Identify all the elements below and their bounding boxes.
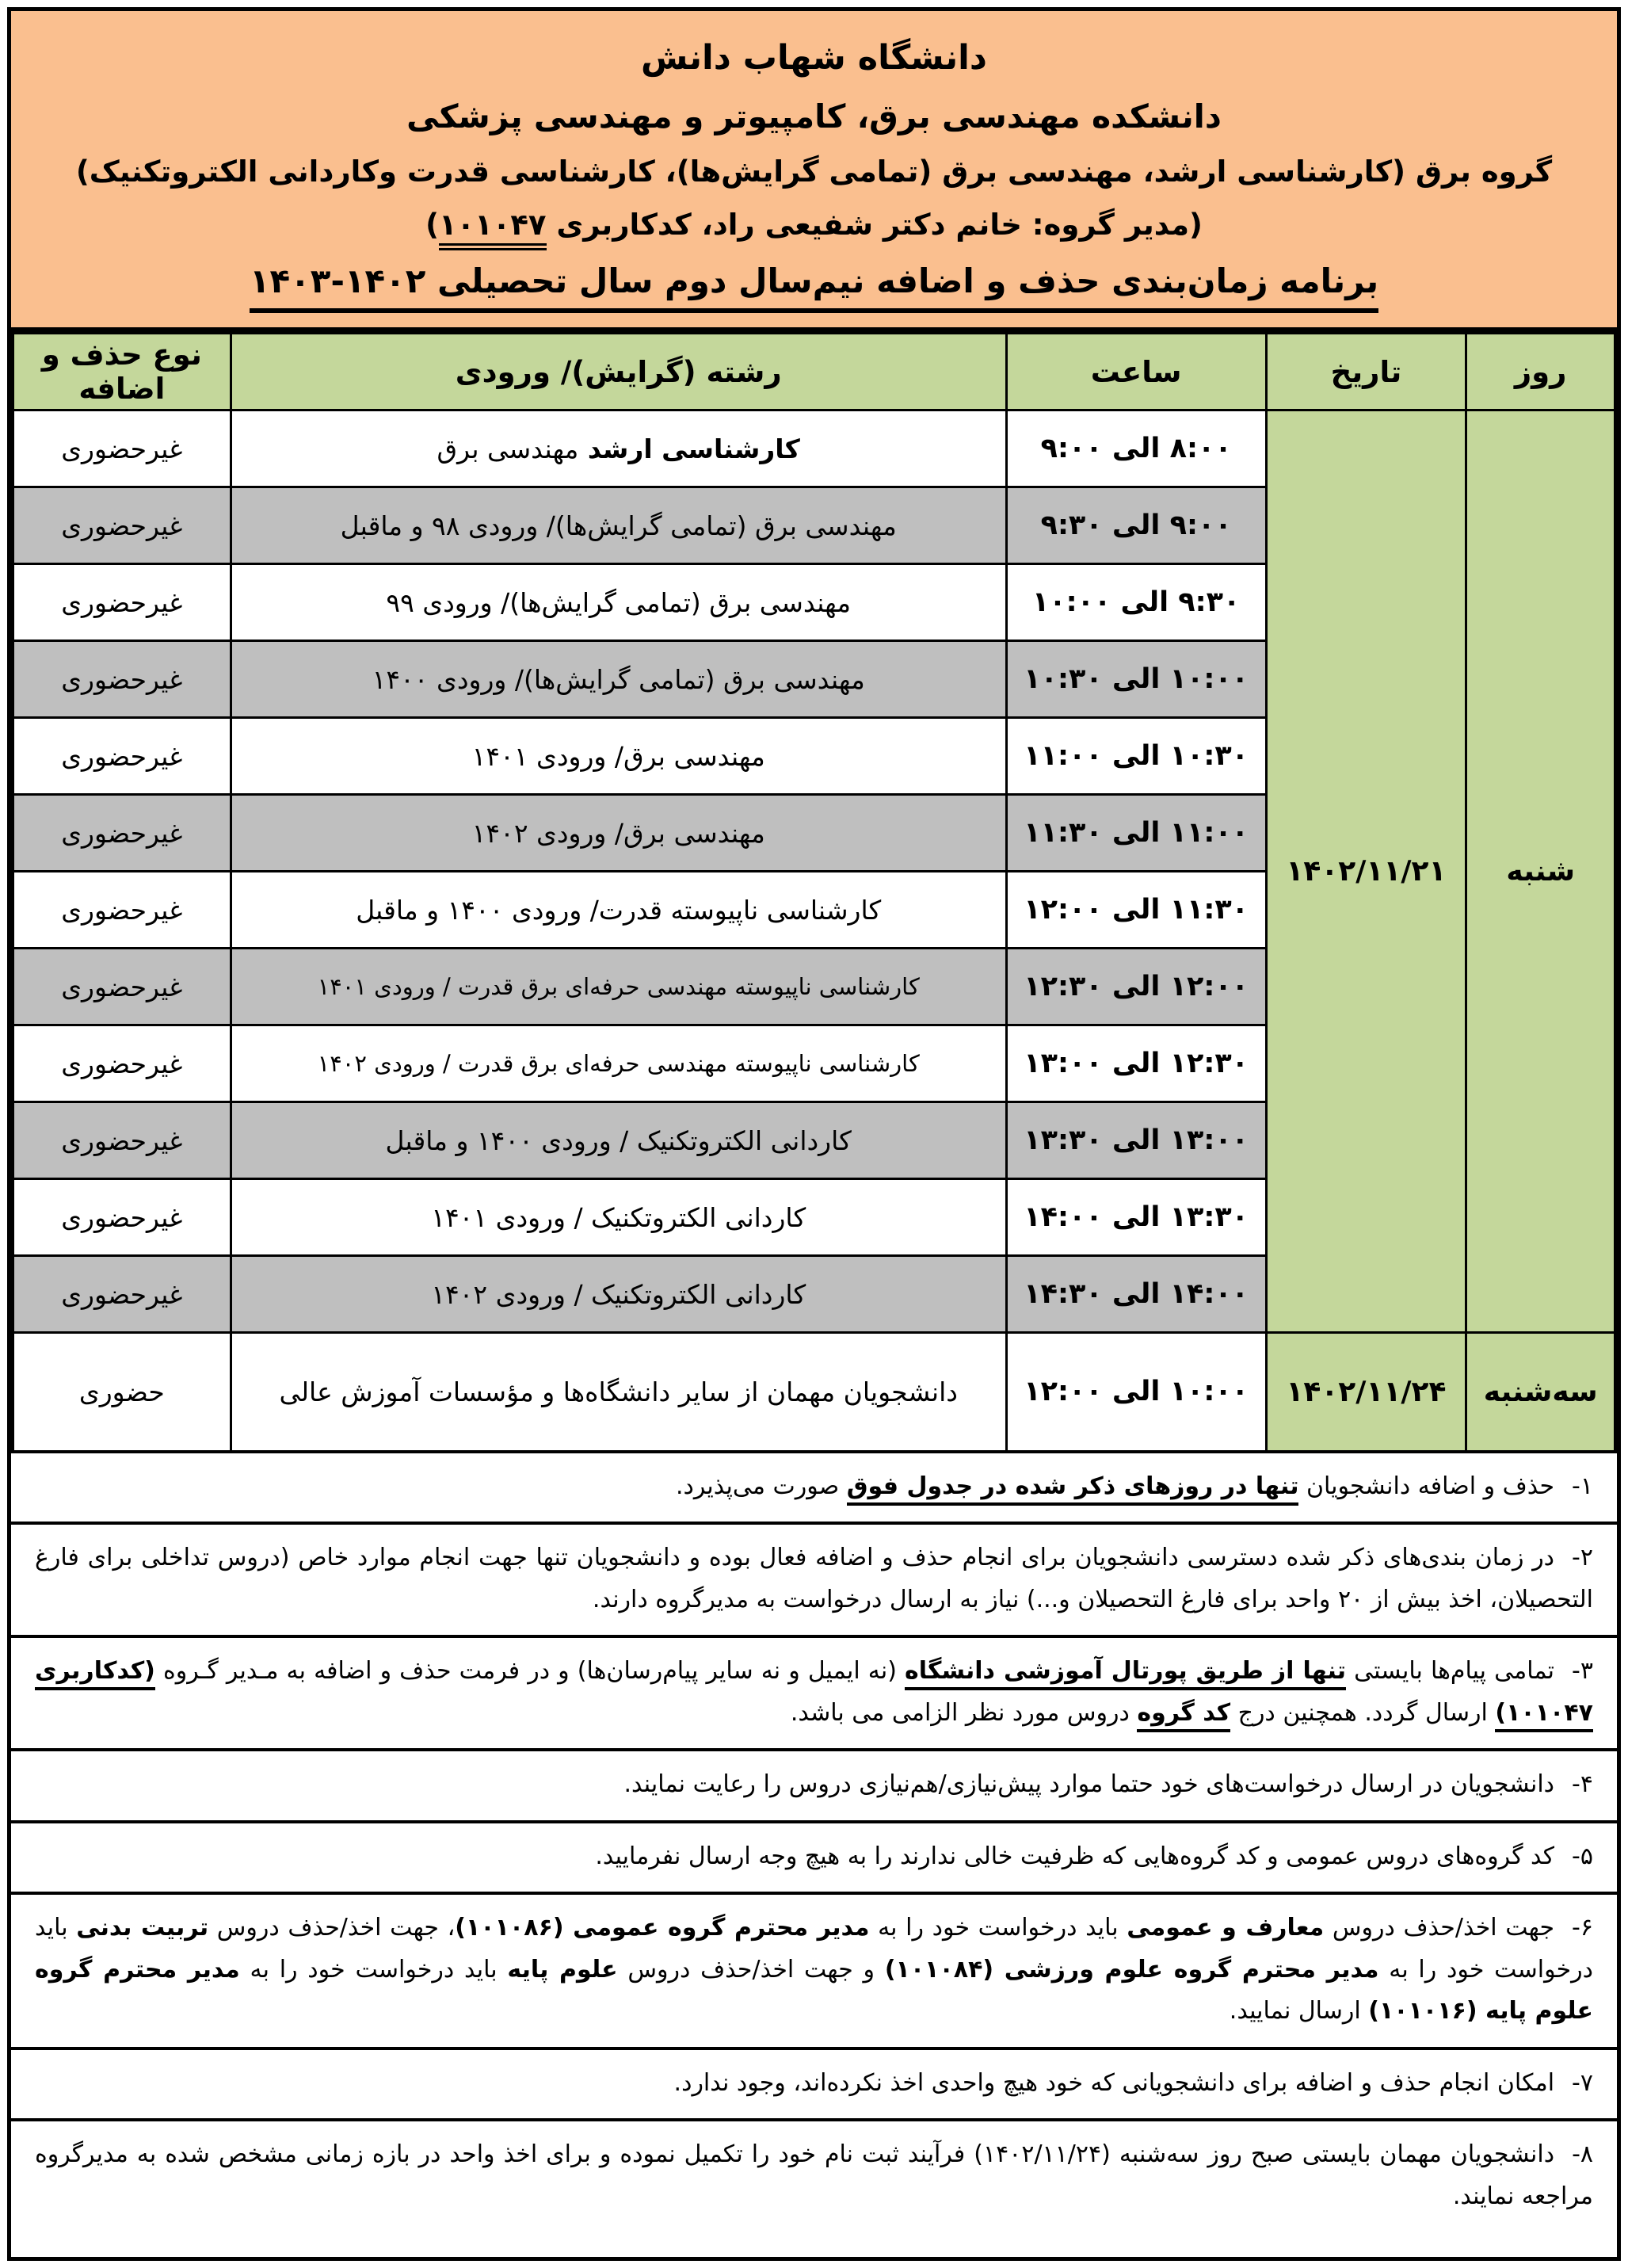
time-cell: ۱۳:۳۰ الی ۱۴:۰۰ xyxy=(1006,1179,1266,1256)
program-cell xyxy=(231,872,1006,949)
program-text-segment: کاردانی الکتروتکنیک / ورودی ۱۴۰۱ xyxy=(431,1201,806,1233)
program-cell xyxy=(231,487,1006,564)
time-cell: ۱۰:۳۰ الی ۱۱:۰۰ xyxy=(1006,718,1266,795)
document-letterhead xyxy=(11,11,1617,331)
note-text-segment: باید درخواست خود را به xyxy=(869,1914,1127,1942)
note-number: ۶- xyxy=(1572,1914,1593,1942)
schedule-table xyxy=(11,331,1617,1453)
university-name: دانشگاه شهاب دانش xyxy=(641,38,987,78)
note-text-segment: تمامی پیام‌ها بایستی xyxy=(1346,1657,1555,1685)
program-text-segment: کاردانی الکتروتکنیک / ورودی ۱۴۰۰ و ماقبل xyxy=(385,1124,852,1156)
note-item xyxy=(11,1823,1617,1896)
attendance-type-cell: غیرحضوری xyxy=(13,487,231,564)
time-cell: ۱۱:۳۰ الی ۱۲:۰۰ xyxy=(1006,872,1266,949)
note-text-segment: و جهت اخذ/حذف دروس xyxy=(617,1955,885,1984)
attendance-type-cell: غیرحضوری xyxy=(13,795,231,872)
note-text-segment: دروس مورد نظر الزامی می باشد. xyxy=(790,1698,1138,1727)
note-item xyxy=(11,1453,1617,1525)
program-cell xyxy=(231,1179,1006,1256)
attendance-type-cell: غیرحضوری xyxy=(13,718,231,795)
note-text-segment: تربیت بدنی xyxy=(76,1914,209,1942)
program-text-segment: مهندسی برق xyxy=(437,433,579,464)
group-manager-text: (مدیر گروه: خانم دکتر شفیعی راد، کدکاربری xyxy=(546,208,1203,242)
program-cell xyxy=(231,410,1006,487)
note-item xyxy=(11,1638,1617,1751)
attendance-type-cell: غیرحضوری xyxy=(13,872,231,949)
time-cell: ۹:۰۰ الی ۹:۳۰ xyxy=(1006,487,1266,564)
time-cell: ۱۳:۰۰ الی ۱۳:۳۰ xyxy=(1006,1102,1266,1179)
program-text-segment: مهندسی برق/ ورودی ۱۴۰۱ xyxy=(471,740,765,772)
program-cell xyxy=(231,1025,1006,1102)
schedule-title-text: برنامه زمان‌بندی حذف و اضافه نیم‌سال دوم سال تحصیلی ۱۴۰۲-۱۴۰۳ xyxy=(250,262,1378,313)
note-text-segment: ارسال نمایید. xyxy=(1229,1997,1369,2025)
time-cell: ۱۲:۳۰ الی ۱۳:۰۰ xyxy=(1006,1025,1266,1102)
program-text-segment: مهندسی برق (تمامی گرایش‌ها)/ ورودی ۱۴۰۰ xyxy=(372,663,865,695)
time-cell: ۱۰:۰۰ الی ۱۰:۳۰ xyxy=(1006,641,1266,718)
note-text-segment: دانشجویان مهمان بایستی صبح روز سه‌شنبه (۱۴۰۲/۱۱/۲۴) فرآیند ثبت نام خود را تکمیل نموده و برای اخذ واحد در بازه زمانی مشخص شده به مدیرگروه مراجعه نمایند. xyxy=(35,2140,1593,2210)
program-cell xyxy=(231,1256,1006,1333)
note-text-segment: علوم پایه xyxy=(507,1955,618,1984)
program-text-segment: مهندسی برق (تمامی گرایش‌ها)/ ورودی ۹۹ xyxy=(386,586,852,618)
schedule-title xyxy=(250,262,1378,300)
table-row xyxy=(13,410,1615,487)
program-cell xyxy=(231,949,1006,1025)
note-item xyxy=(11,2121,1617,2257)
column-header-date: تاریخ xyxy=(1266,333,1466,410)
note-number: ۸- xyxy=(1572,2140,1594,2168)
note-text-segment: مدیر محترم گروه علوم ورزشی (۱۰۱۰۸۴) xyxy=(884,1955,1379,1984)
program-text-segment: کارشناسی ناپیوسته قدرت/ ورودی ۱۴۰۰ و ماقبل xyxy=(356,894,882,926)
program-cell xyxy=(231,1102,1006,1179)
program-text-segment: مهندسی برق (تمامی گرایش‌ها)/ ورودی ۹۸ و ماقبل xyxy=(340,510,897,541)
note-number: ۴- xyxy=(1572,1770,1593,1798)
note-text-segment: تنها در روزهای ذکر شده در جدول فوق xyxy=(847,1472,1299,1506)
note-text-segment: صورت می‌پذیرد. xyxy=(675,1472,847,1500)
time-cell: ۱۱:۰۰ الی ۱۱:۳۰ xyxy=(1006,795,1266,872)
attendance-type-cell: غیرحضوری xyxy=(13,564,231,641)
time-cell: ۱۴:۰۰ الی ۱۴:۳۰ xyxy=(1006,1256,1266,1333)
time-cell: ۸:۰۰ الی ۹:۰۰ xyxy=(1006,410,1266,487)
faculty-name: دانشکده مهندسی برق، کامپیوتر و مهندسی پزشکی xyxy=(406,97,1222,136)
date-cell: ۱۴۰۲/۱۱/۲۱ xyxy=(1266,410,1466,1333)
note-text-segment: باید درخواست خود را به xyxy=(35,1914,1594,1984)
time-cell: ۱۰:۰۰ الی ۱۲:۰۰ xyxy=(1006,1333,1266,1452)
note-text-segment: معارف و عمومی xyxy=(1127,1914,1325,1942)
note-item xyxy=(11,1525,1617,1638)
note-text-segment: در زمان بندی‌های ذکر شده دسترسی دانشجویان برای انجام حذف و اضافه فعال بوده و دانشجویان تنها جهت انجام موارد خاص (دروس تداخلی برای فارغ التحصیلان، اخذ بیش از ۲۰ واحد برای فارغ التحصیلان و...) نیاز به ارسال درخواست به مدیرگروه دارند. xyxy=(35,1544,1593,1613)
program-text-segment: کارشناسی ناپیوسته مهندسی حرفه‌ای برق قدرت / ورودی ۱۴۰۲ xyxy=(317,1050,920,1077)
program-text-segment: کارشناسی ناپیوسته مهندسی حرفه‌ای برق قدرت / ورودی ۱۴۰۱ xyxy=(317,973,920,1000)
note-number: ۷- xyxy=(1572,2068,1593,2097)
day-cell: شنبه xyxy=(1466,410,1615,1333)
column-header-type: نوع حذف و اضافه xyxy=(13,333,231,410)
column-header-time: ساعت xyxy=(1006,333,1266,410)
program-text-segment: کاردانی الکتروتکنیک / ورودی ۱۴۰۲ xyxy=(431,1278,806,1310)
attendance-type-cell: غیرحضوری xyxy=(13,410,231,487)
note-item xyxy=(11,1751,1617,1823)
attendance-type-cell: غیرحضوری xyxy=(13,1025,231,1102)
program-cell xyxy=(231,1333,1006,1452)
program-cell xyxy=(231,795,1006,872)
note-item xyxy=(11,2050,1617,2122)
attendance-type-cell: غیرحضوری xyxy=(13,1179,231,1256)
note-number: ۲- xyxy=(1572,1544,1593,1571)
program-text-segment: مهندسی برق/ ورودی ۱۴۰۲ xyxy=(471,817,765,849)
table-header-row xyxy=(13,333,1615,410)
table-row xyxy=(13,1333,1615,1452)
note-text-segment: حذف و اضافه دانشجویان xyxy=(1298,1472,1555,1500)
note-number: ۵- xyxy=(1572,1842,1593,1870)
program-cell xyxy=(231,718,1006,795)
note-text-segment: ارسال گردد. همچنین درج xyxy=(1230,1698,1496,1727)
attendance-type-cell: حضوری xyxy=(13,1333,231,1452)
note-text-segment: جهت اخذ/حذف دروس xyxy=(1324,1914,1555,1942)
column-header-day: روز xyxy=(1466,333,1615,410)
note-number: ۳- xyxy=(1572,1657,1593,1685)
note-text-segment: کد گروه xyxy=(1137,1699,1230,1732)
note-number: ۱- xyxy=(1572,1472,1593,1500)
manager-user-code: ۱۰۱۰۴۷ xyxy=(439,208,547,250)
date-cell: ۱۴۰۲/۱۱/۲۴ xyxy=(1266,1333,1466,1452)
attendance-type-cell: غیرحضوری xyxy=(13,949,231,1025)
note-text-segment: باید درخواست خود را به xyxy=(239,1955,508,1984)
attendance-type-cell: غیرحضوری xyxy=(13,1102,231,1179)
note-text-segment: کد گروه‌های دروس عمومی و کد گروه‌هایی که ظرفیت خالی ندارند را به هیچ وجه ارسال نفرمایید. xyxy=(595,1842,1555,1870)
note-text-segment: ، جهت اخذ/حذف دروس xyxy=(208,1914,456,1942)
day-cell: سه‌شنبه xyxy=(1466,1333,1615,1452)
group-manager-text-close: ) xyxy=(425,208,439,242)
column-header-program: رشته (گرایش)/ ورودی xyxy=(231,333,1006,410)
notes-section xyxy=(11,1453,1617,2258)
note-text-segment: (کدکاربری ۱۰۱۰۴۷) xyxy=(35,1657,1593,1732)
note-text-segment: مدیر محترم گروه علوم پایه (۱۰۱۰۱۶) xyxy=(35,1955,1593,2025)
note-item xyxy=(11,1895,1617,2050)
time-cell: ۹:۳۰ الی ۱۰:۰۰ xyxy=(1006,564,1266,641)
program-cell xyxy=(231,641,1006,718)
program-text-segment: دانشجویان مهمان از سایر دانشگاه‌ها و مؤسسات آموزش عالی xyxy=(279,1376,958,1407)
note-text-segment: مدیر محترم گروه عمومی (۱۰۱۰۸۶) xyxy=(455,1914,870,1942)
note-text-segment: امکان انجام حذف و اضافه برای دانشجویانی که خود هیچ واحدی اخذ نکرده‌اند، وجود ندارد. xyxy=(673,2068,1555,2097)
note-text-segment: دانشجویان در ارسال درخواست‌های خود حتما موارد پیش‌نیازی/هم‌نیازی دروس را رعایت نمایند. xyxy=(623,1770,1555,1798)
document-page xyxy=(7,7,1621,2261)
note-text-segment: (نه ایمیل و نه سایر پیام‌رسان‌ها) و در فرمت حذف و اضافه به مـدیر گـروه xyxy=(154,1657,906,1685)
time-cell: ۱۲:۰۰ الی ۱۲:۳۰ xyxy=(1006,949,1266,1025)
group-manager-line xyxy=(425,208,1203,242)
note-text-segment: تنها از طریق پورتال آموزشی دانشگاه xyxy=(905,1657,1346,1690)
attendance-type-cell: غیرحضوری xyxy=(13,1256,231,1333)
department-line: گروه برق (کارشناسی ارشد، مهندسی برق (تمامی گرایش‌ها)، کارشناسی قدرت وکاردانی الکتروتکنیک) xyxy=(75,154,1553,189)
program-cell xyxy=(231,564,1006,641)
program-text-segment: کارشناسی ارشد xyxy=(578,433,800,464)
attendance-type-cell: غیرحضوری xyxy=(13,641,231,718)
